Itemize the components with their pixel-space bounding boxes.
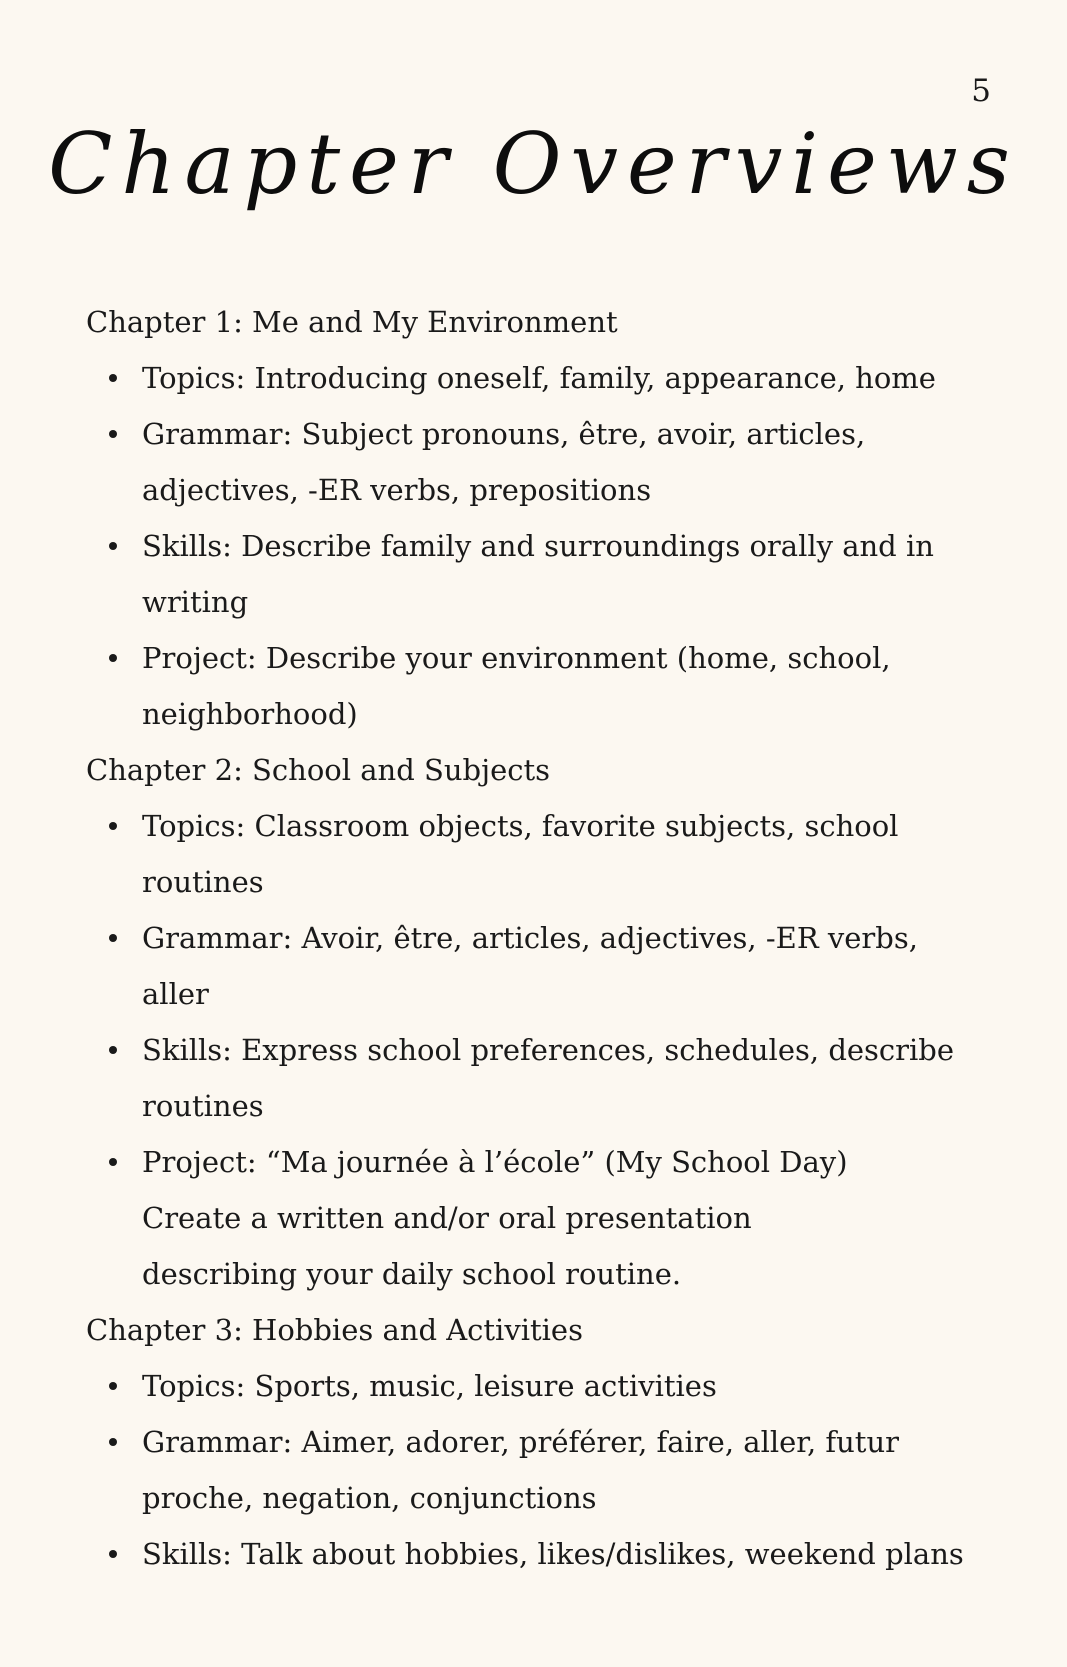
item-text: Topics: Classroom objects, favorite subjects, school [142,809,899,843]
item-text: Topics: Introducing oneself, family, appearance, home [142,361,936,395]
list-item [142,1022,986,1134]
chapter-title: Chapter 3: Hobbies and Activities [86,1313,583,1347]
list-item [142,1134,986,1302]
item-text: adjectives, -ER verbs, prepositions [142,473,652,507]
item-text: Create a written and/or oral presentation [142,1201,752,1235]
page-title: Chapter Overviews [48,115,1019,213]
item-text: Grammar: Subject pronouns, être, avoir, articles, [142,417,866,451]
item-text: Topics: Sports, music, leisure activities [142,1369,717,1403]
chapter-bullets [86,798,986,1302]
bullet-icon [109,1158,117,1166]
item-text: Grammar: Avoir, être, articles, adjectives, -ER verbs, [142,921,918,955]
chapter-bullets [86,350,986,742]
bullet-icon [109,822,117,830]
bullet-icon [109,1382,117,1390]
bullet-icon [109,654,117,662]
item-text: Project: Describe your environment (home, school, [142,641,891,675]
bullet-icon [109,1550,117,1558]
chapter-2 [86,742,986,1302]
bullet-icon [109,374,117,382]
bullet-icon [109,1046,117,1054]
item-text: Skills: Talk about hobbies, likes/dislikes, weekend plans [142,1537,964,1571]
item-text: Grammar: Aimer, adorer, préférer, faire, aller, futur [142,1425,900,1459]
item-text: Skills: Express school preferences, schedules, describe [142,1033,955,1067]
chapter-list [86,294,986,1582]
chapter-1 [86,294,986,742]
page-number: 5 [971,73,991,109]
list-item [142,350,986,406]
list-item [142,1358,986,1414]
item-text: writing [142,585,249,619]
chapter-title: Chapter 1: Me and My Environment [86,305,618,339]
chapter-3 [86,1302,986,1582]
bullet-icon [109,430,117,438]
list-item [142,1414,986,1526]
list-item [142,910,986,1022]
item-text: neighborhood) [142,697,358,731]
item-text: describing your daily school routine. [142,1257,682,1291]
item-text: aller [142,977,209,1011]
item-text: Project: “Ma journée à l’école” (My School Day) [142,1145,848,1179]
list-item [142,630,986,742]
chapter-bullets [86,1358,986,1582]
bullet-icon [109,1438,117,1446]
chapter-title: Chapter 2: School and Subjects [86,753,551,787]
item-text: routines [142,1089,264,1123]
list-item [142,406,986,518]
item-text: proche, negation, conjunctions [142,1481,597,1515]
bullet-icon [109,542,117,550]
item-text: Skills: Describe family and surroundings orally and in [142,529,934,563]
list-item [142,1526,986,1582]
bullet-icon [109,934,117,942]
list-item [142,518,986,630]
list-item [142,798,986,910]
item-text: routines [142,865,264,899]
